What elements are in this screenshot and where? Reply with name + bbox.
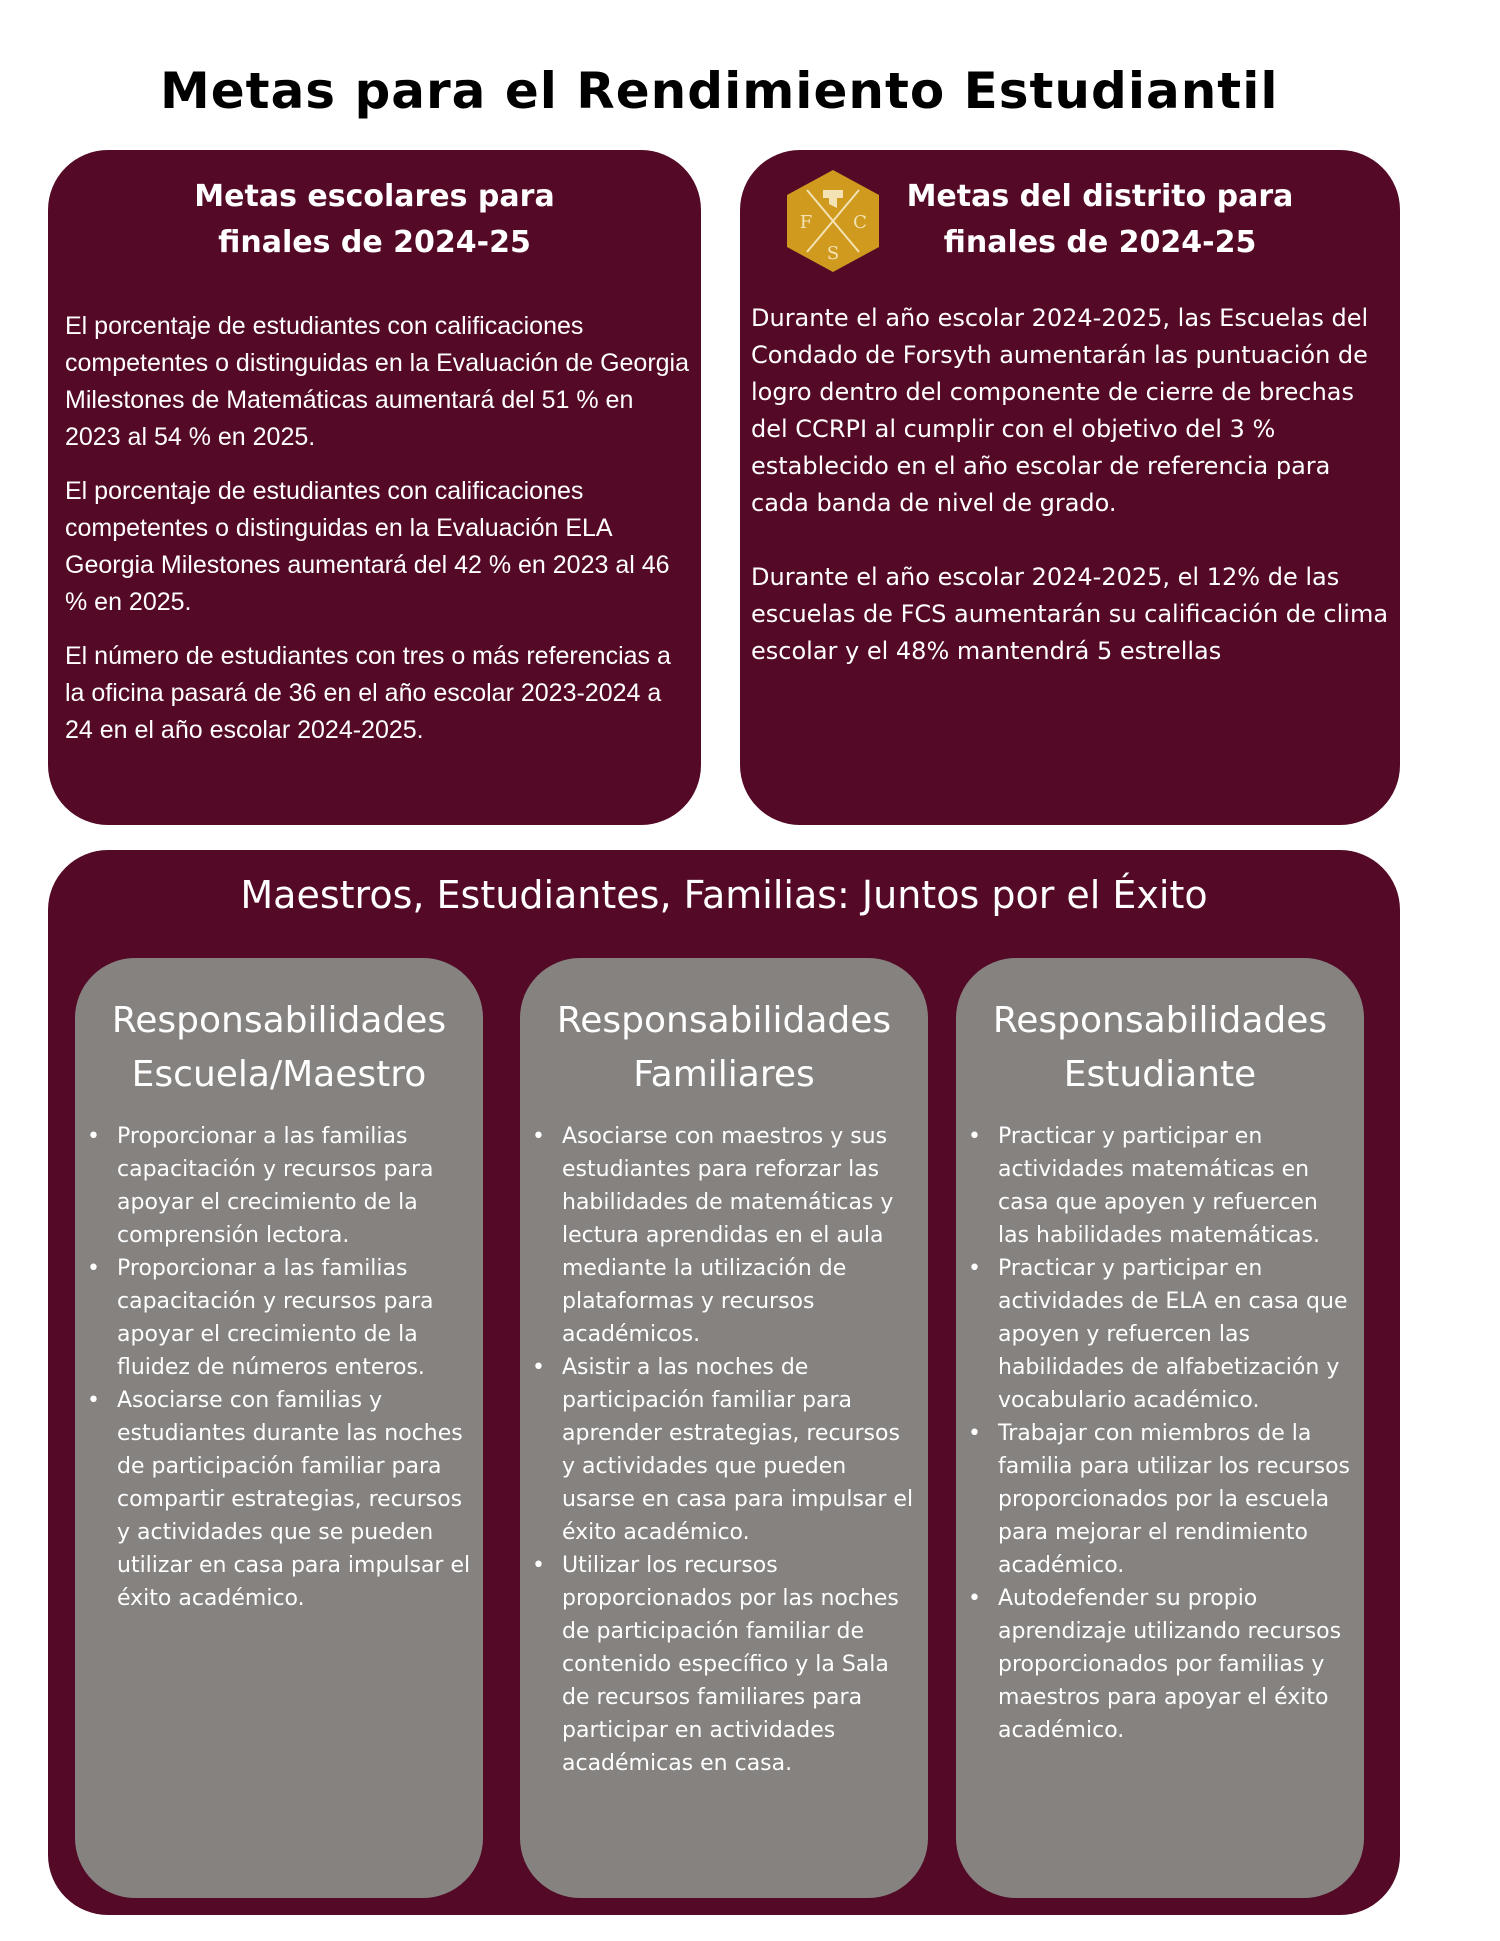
list-item (532, 1549, 916, 1780)
list-item (968, 1417, 1352, 1582)
bullet-icon: • (87, 1256, 100, 1281)
list-item-text: Utilizar los recursos proporcionados por las noches de participación familiar de contenido específico y la Sala de recursos familiares para participar en actividades académicas en casa. (562, 1553, 899, 1776)
bullet-icon: • (532, 1553, 545, 1578)
district-goals-card (740, 150, 1400, 825)
school-goals-list (65, 308, 690, 766)
list-item-text: Asistir a las noches de participación familiar para aprender estrategias, recursos y actividades que pueden usarse en casa para impulsar el éxito académico. (562, 1355, 914, 1545)
list-item (87, 1384, 471, 1615)
list-item (968, 1252, 1352, 1417)
bullet-icon: • (87, 1124, 100, 1149)
district-goals-heading (870, 174, 1330, 266)
school-goals-card (48, 150, 701, 825)
school-goal-ela: El porcentaje de estudiantes con calificaciones competentes o distinguidas en la Evaluación ELA Georgia Milestones aumentará del 42 % en 2023 al 46 % en 2025. (65, 477, 670, 616)
school-goal-referrals: El número de estudiantes con tres o más referencias a la oficina pasará de 36 en el año escolar 2023-2024 a 24 en el año escolar 2024-2025. (65, 642, 671, 744)
responsibilities-title-line1: Responsabilidades (556, 1000, 892, 1041)
school-teacher-responsibilities-card (75, 958, 483, 1898)
district-goals-list (751, 300, 1391, 707)
list-item-text: Asociarse con familias y estudiantes durante las noches de participación familiar para compartir estrategias, recursos y actividades que se pueden utilizar en casa para impulsar el éxito académico. (117, 1388, 471, 1611)
bullet-icon: • (87, 1388, 100, 1413)
school-goals-heading-line2: finales de 2024-25 (218, 225, 531, 260)
school-teacher-responsibilities-list (75, 1120, 483, 1615)
list-item-text: Trabajar con miembros de la familia para utilizar los recursos proporcionados por la escuela para mejorar el rendimiento académico. (998, 1421, 1350, 1578)
partnership-title: Maestros, Estudiantes, Familias: Juntos por el Éxito (240, 873, 1208, 917)
school-goals-heading-line1: Metas escolares para (194, 179, 555, 214)
list-item (532, 1351, 916, 1549)
list-item (968, 1582, 1352, 1747)
list-item (87, 1252, 471, 1384)
bullet-icon: • (532, 1355, 545, 1380)
family-responsibilities-card (520, 958, 928, 1898)
bullet-icon: • (968, 1256, 981, 1281)
logo-letter-c: C (853, 212, 867, 233)
responsibilities-title-line2: Escuela/Maestro (131, 1054, 427, 1095)
district-goals-heading-line2: finales de 2024-25 (943, 225, 1257, 260)
list-item-text: Practicar y participar en actividades de ELA en casa que apoyen y refuercen las habilidades de alfabetización y vocabulario académico. (998, 1256, 1348, 1413)
fcs-logo-icon (785, 168, 881, 274)
list-item (968, 1120, 1352, 1252)
list-item-text: Practicar y participar en actividades matemáticas en casa que apoyen y refuercen las habilidades matemáticas. (998, 1124, 1320, 1248)
bullet-icon: • (968, 1421, 981, 1446)
responsibilities-title-line1: Responsabilidades (992, 1000, 1328, 1041)
responsibilities-title-line1: Responsabilidades (111, 1000, 447, 1041)
partnership-panel (48, 850, 1400, 1915)
district-goals-heading-line1: Metas del distrito para (906, 179, 1294, 214)
logo-letter-f: F (799, 212, 813, 233)
district-goal-ccrpi: Durante el año escolar 2024-2025, las Escuelas del Condado de Forsyth aumentarán las puntuación de logro dentro del componente de cierre de brechas del CCRPI al cumplir con el objetivo del 3 % establecido en el año escolar de referencia para cada banda de nivel de grado. (751, 304, 1369, 517)
district-goal-climate: Durante el año escolar 2024-2025, el 12% de las escuelas de FCS aumentarán su calificación de clima escolar y el 48% mantendrá 5 estrellas (751, 563, 1389, 665)
bullet-icon: • (968, 1124, 981, 1149)
responsibilities-title-line2: Familiares (633, 1054, 815, 1095)
bullet-icon: • (968, 1586, 981, 1611)
student-responsibilities-card (956, 958, 1364, 1898)
school-teacher-responsibilities-title (75, 994, 483, 1102)
list-item-text: Proporcionar a las familias capacitación y recursos para apoyar el crecimiento de la fluidez de números enteros. (117, 1256, 434, 1380)
list-item (87, 1120, 471, 1252)
list-item-text: Autodefender su propio aprendizaje utilizando recursos proporcionados por familias y maestros para apoyar el éxito académico. (998, 1586, 1342, 1743)
school-goals-heading (48, 174, 701, 266)
student-responsibilities-list (956, 1120, 1364, 1747)
page-title: Metas para el Rendimiento Estudiantil (160, 62, 1279, 120)
list-item-text: Asociarse con maestros y sus estudiantes para reforzar las habilidades de matemáticas y lectura aprendidas en el aula mediante la utilización de plataformas y recursos académicos. (562, 1124, 894, 1347)
logo-letter-s: S (826, 243, 840, 264)
list-item-text: Proporcionar a las familias capacitación y recursos para apoyar el crecimiento de la comprensión lectora. (117, 1124, 434, 1248)
school-goal-math: El porcentaje de estudiantes con calificaciones competentes o distinguidas en la Evaluación de Georgia Milestones de Matemáticas aumentará del 51 % en 2023 al 54 % en 2025. (65, 312, 690, 451)
family-responsibilities-list (520, 1120, 928, 1780)
student-responsibilities-title (956, 994, 1364, 1102)
list-item (532, 1120, 916, 1351)
family-responsibilities-title (520, 994, 928, 1102)
bullet-icon: • (532, 1124, 545, 1149)
responsibilities-title-line2: Estudiante (1063, 1054, 1257, 1095)
